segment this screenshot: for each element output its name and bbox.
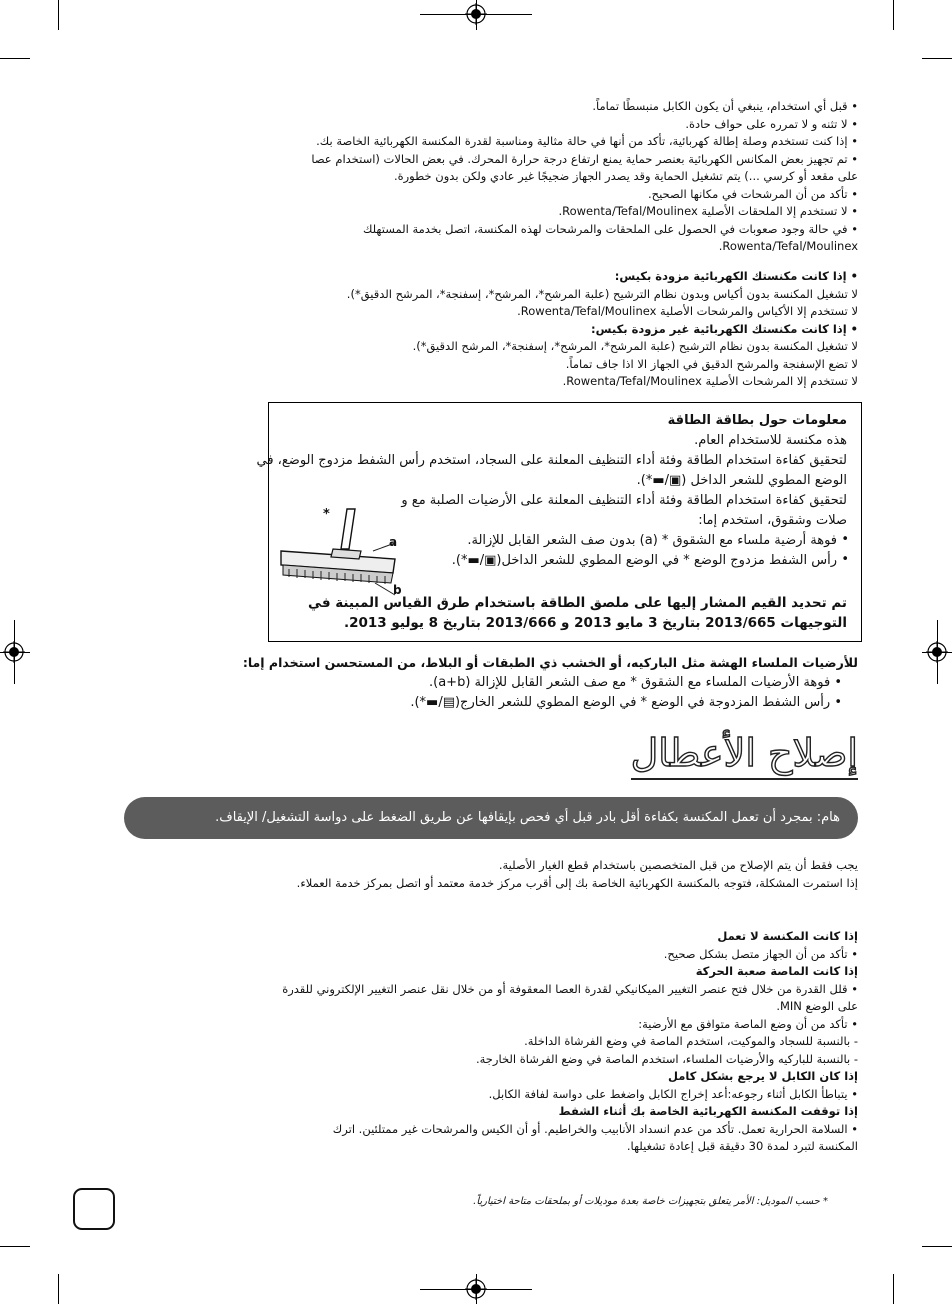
text-line: • إذا كنت تستخدم وصلة إطالة كهربائية، تأكد من أنها في حالة مثالية ومناسبة لقدرة المكنسة الكهربائية الخاصة بك.	[92, 133, 858, 151]
troubleshooting-list	[92, 928, 858, 1156]
bag-notes	[92, 268, 858, 391]
footnote: * حسب الموديل: الأمر يتعلق بتجهيزات خاصة بعدة موديلات أو بملحقات متاحة اختيارياً.	[473, 1196, 828, 1207]
energy-box-title: معلومات حول بطاقة الطاقة	[667, 413, 847, 428]
energy-box-regulation: التوجيهات 2013/665 بتاريخ 3 مايو 2013 و 2013/666 بتاريخ 8 يوليو 2013.	[343, 615, 847, 631]
crop-mark	[922, 58, 952, 59]
text-line: • لا تثنه و لا تمرره على حواف حادة.	[92, 116, 858, 134]
text-line: لا تشغيل المكنسة بدون نظام الترشيح (علبة المرشح*، المرشح*، إسفنجة*، المرشح الدقيق*).	[412, 339, 858, 353]
section-title: إصلاح الأعطال	[631, 730, 858, 780]
crop-mark	[922, 1246, 952, 1247]
registration-mark-icon	[465, 3, 487, 25]
registration-mark-icon	[465, 1278, 487, 1300]
floor-nozzle-illustration	[277, 503, 407, 603]
delicate-floors-title: للأرضيات الملساء الهشة مثل الباركيه، أو الخشب ذي الطبقات أو البلاط، من المستحسن استخدام إما:	[242, 655, 858, 670]
text-line: إذا كان الكابل لا يرجع بشكل كامل	[667, 1069, 858, 1083]
text-line: - بالنسبة للسجاد والموكيت، استخدم الماصة في وضع الفرشاة الداخلة.	[92, 1033, 858, 1051]
text-line: • تم تجهيز بعض المكانس الكهربائية بعنصر حماية يمنع ارتفاع درجة حرارة المحرك. في بعض الحالات (استخدام عصا	[92, 151, 858, 169]
energy-box-line: لتحقيق كفاءة استخدام الطاقة وفئة أداء التنظيف المعلنة على الأرضيات الصلبة مع و	[401, 493, 847, 508]
page-number-box	[73, 1188, 115, 1230]
important-banner: هام: بمجرد أن تعمل المكنسة بكفاءة أقل بادر قبل أي فحص بإيقافها عن طريق الضغط على دواسة التشغيل/ الإيقاف.	[124, 797, 858, 839]
crop-mark	[58, 0, 59, 30]
text-line: إذا استمرت المشكلة، فتوجه بالمكنسة الكهربائية الخاصة بك إلى أقرب مركز خدمة معتمد أو اتصل بمركز خدمة العملاء.	[296, 875, 858, 890]
repair-notes	[92, 857, 858, 892]
text-line: • قلل القدرة من خلال فتح عنصر التغيير الميكانيكي لقدرة العصا المعقوفة أو من خلال نقل عنصر التغيير الإلكتروني للقدرة	[92, 981, 858, 999]
energy-box-line: هذه مكنسة للاستخدام العام.	[694, 433, 847, 448]
text-line: على الوضع MIN.	[776, 999, 858, 1013]
delicate-floors-bullet: • فوهة الأرضيات الملساء مع الشقوق * مع صف الشعر القابل للإزالة (a+b).	[429, 675, 842, 690]
text-line: • تأكد من أن وضع الماصة متوافق مع الأرضية:	[92, 1016, 858, 1034]
text-line: - بالنسبة للباركيه والأرضيات الملساء، استخدم الماصة في وضع الفرشاة الخارجة.	[92, 1051, 858, 1069]
illustration-label-a: a	[389, 535, 398, 549]
energy-box-bullet: فوهة أرضية ملساء مع الشقوق * (a) بدون صف الشعر القابل للإزالة.	[467, 533, 837, 548]
text-line: إذا توقفت المكنسة الكهربائية الخاصة بك أثناء الشفط	[558, 1104, 858, 1118]
crop-mark	[893, 0, 894, 30]
illustration-label-b: b	[393, 583, 402, 597]
text-line: المكنسة لتبرد لمدة 30 دقيقة قبل إعادة تشغيلها.	[626, 1139, 858, 1153]
text-line: • يتباطأ الكابل أثناء رجوعه:أعد إخراج الكابل واضغط على دواسة لفافة الكابل.	[92, 1086, 858, 1104]
bullet-dot: •	[841, 552, 849, 567]
text-line: • إذا كانت مكنستك الكهربائية مزودة بكيس:	[92, 268, 858, 286]
text-line: لا تستخدم إلا الأكياس والمرشحات الأصلية Rowenta/Tefal/Moulinex.	[517, 304, 858, 318]
energy-box-regulation: تم تحديد القيم المشار إليها على ملصق الطاقة باستخدام طرق القياس المبينة في	[308, 595, 847, 611]
text-line: • لا تستخدم إلا الملحقات الأصلية Rowenta/Tefal/Moulinex.	[92, 203, 858, 221]
text-line: على مقعد أو كرسي ...) يتم تشغيل الحماية وقد يصدر الجهاز ضجيجًا غير عادي ولكن بدون خطورة.	[393, 169, 858, 183]
text-line: • تأكد من أن الجهاز متصل بشكل صحيح.	[92, 946, 858, 964]
text-line: • تأكد من أن المرشحات في مكانها الصحيح.	[92, 186, 858, 204]
energy-box-line: لتحقيق كفاءة استخدام الطاقة وفئة أداء التنظيف المعلنة على السجاد، استخدم رأس الشفط مزدوج الوضع، في	[256, 453, 847, 468]
text-line: لا تضع الإسفنجة والمرشح الدقيق في الجهاز الا اذا جاف تماماً.	[565, 356, 858, 371]
text-line: لا تستخدم إلا المرشحات الأصلية Rowenta/Tefal/Moulinex.	[562, 374, 858, 388]
text-line: يجب فقط أن يتم الإصلاح من قبل المتخصصين باستخدام قطع الغيار الأصلية.	[498, 858, 858, 872]
energy-label-box	[256, 402, 862, 642]
energy-box-line: الوضع المطوي للشعر الداخل (▣/▬*).	[636, 473, 847, 488]
energy-box-bullet: رأس الشفط مزدوج الوضع * في الوضع المطوي للشعر الداخل(▣/▬*).	[451, 553, 837, 568]
registration-mark-icon	[926, 641, 948, 663]
text-line: إذا كانت الماصة صعبة الحركة	[695, 964, 858, 978]
bullet-dot: •	[841, 532, 849, 547]
illustration-label-star: *	[323, 507, 330, 522]
text-line: • السلامة الحرارية تعمل. تأكد من عدم انسداد الأنابيب والخراطيم. أو أن الكيس والمرشحات غير ممتلئين. اترك	[92, 1121, 858, 1139]
delicate-floors-bullet: • رأس الشفط المزدوجة في الوضع * في الوضع المطوي للشعر الخارج(▤/▬*).	[410, 695, 842, 710]
text-line: • قبل أي استخدام، ينبغي أن يكون الكابل منبسطًا تماماً.	[92, 98, 858, 116]
safety-notes	[92, 98, 858, 256]
text-line: لا تشغيل المكنسة بدون أكياس وبدون نظام الترشيح (علبة المرشح*، المرشح*، إسفنجة*، المرشح الدقيق*).	[346, 286, 858, 301]
registration-mark-icon	[3, 641, 25, 663]
crop-mark	[0, 58, 30, 59]
text-line: Rowenta/Tefal/Moulinex.	[718, 239, 858, 253]
crop-mark	[0, 1246, 30, 1247]
text-line: • في حالة وجود صعوبات في الحصول على الملحقات والمرشحات لهذه المكنسة، اتصل بخدمة المستهلك	[92, 221, 858, 239]
energy-box-line: صلات وشقوق، استخدم إما:	[698, 513, 847, 528]
crop-mark	[893, 1274, 894, 1304]
text-line: إذا كانت المكنسة لا تعمل	[717, 929, 858, 943]
text-line: • إذا كانت مكنستك الكهربائية غير مزودة بكيس:	[92, 321, 858, 339]
crop-mark	[58, 1274, 59, 1304]
